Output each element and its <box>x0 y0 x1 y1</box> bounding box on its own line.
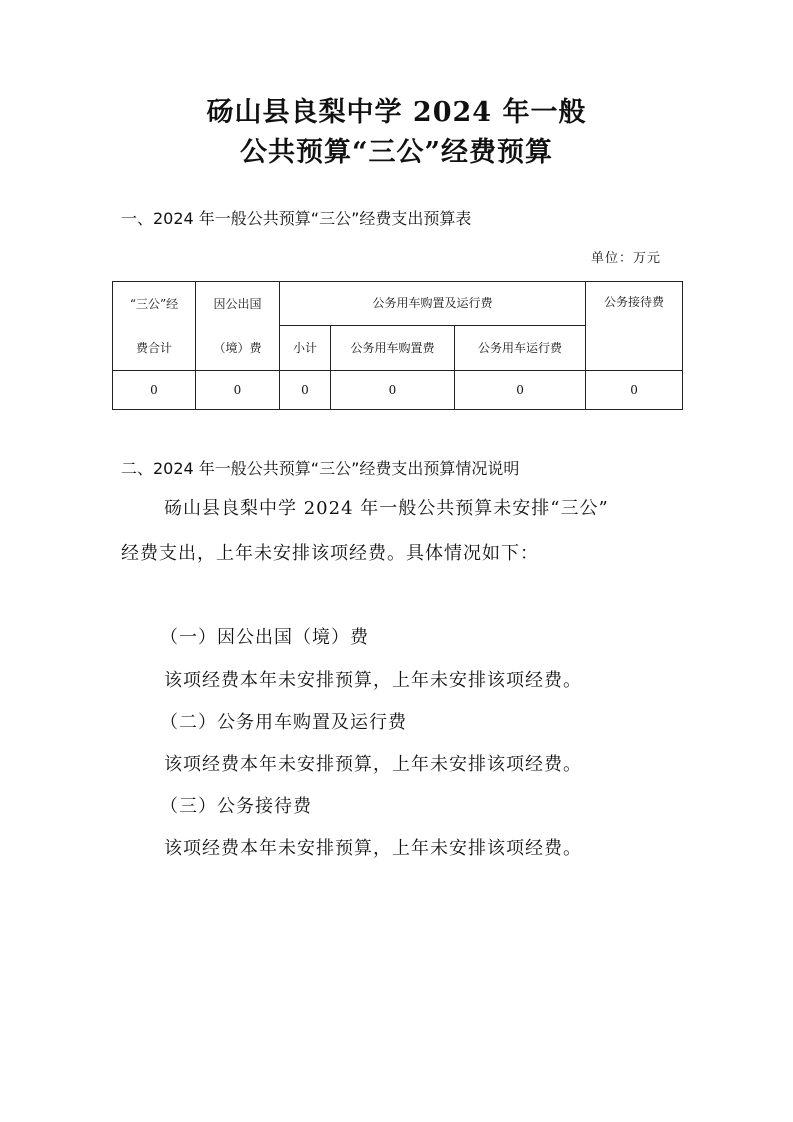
section-2-heading: 二、2024 年一般公共预算“三公”经费支出预算情况说明 <box>121 459 520 478</box>
header-abroad-bottom: （境）费 <box>213 341 262 355</box>
header-abroad-top: 因公出国 <box>213 297 262 311</box>
intro-paragraph-line-2: 经费支出，上年未安排该项经费。具体情况如下： <box>121 543 539 564</box>
cell-vehicle-purchase: 0 <box>331 371 455 410</box>
subsection-text-vehicle: 该项经费本年未安排预算，上年未安排该项经费。 <box>164 754 582 775</box>
header-vehicle-purchase: 公务用车购置费 <box>331 325 455 370</box>
cell-total: 0 <box>113 371 196 410</box>
cell-vehicle-operation: 0 <box>455 371 586 410</box>
header-total-top: “三公”经 <box>129 297 179 311</box>
header-total <box>113 282 196 371</box>
table-row <box>113 371 683 410</box>
intro-paragraph-line-1: 砀山县良梨中学 2024 年一般公共预算未安排“三公” <box>164 498 609 519</box>
unit-label: 单位：万元 <box>590 251 661 266</box>
document-title-line-2: 公共预算“三公”经费预算 <box>239 137 554 168</box>
subsection-title-abroad: （一）因公出国（境）费 <box>160 627 369 648</box>
subsection-title-vehicle: （二）公务用车购置及运行费 <box>160 712 407 733</box>
document-title-line-1: 砀山县良梨中学 2024 年一般 <box>206 97 587 128</box>
subsection-title-reception: （三）公务接待费 <box>160 796 312 817</box>
section-1-heading: 一、2024 年一般公共预算“三公”经费支出预算表 <box>121 209 472 228</box>
header-subtotal: 小计 <box>280 325 331 370</box>
subsection-text-abroad: 该项经费本年未安排预算，上年未安排该项经费。 <box>164 670 582 691</box>
table-header-row <box>113 282 683 326</box>
header-vehicle-operation: 公务用车运行费 <box>455 325 586 370</box>
header-total-bottom: 费合计 <box>135 341 172 355</box>
header-reception: 公务接待费 <box>586 282 683 371</box>
three-public-expenses-table <box>112 281 683 410</box>
cell-subtotal: 0 <box>280 371 331 410</box>
cell-abroad: 0 <box>196 371 280 410</box>
cell-reception: 0 <box>586 371 683 410</box>
header-abroad <box>196 282 280 371</box>
subsection-text-reception: 该项经费本年未安排预算，上年未安排该项经费。 <box>164 838 582 859</box>
header-vehicle-group: 公务用车购置及运行费 <box>280 282 586 326</box>
